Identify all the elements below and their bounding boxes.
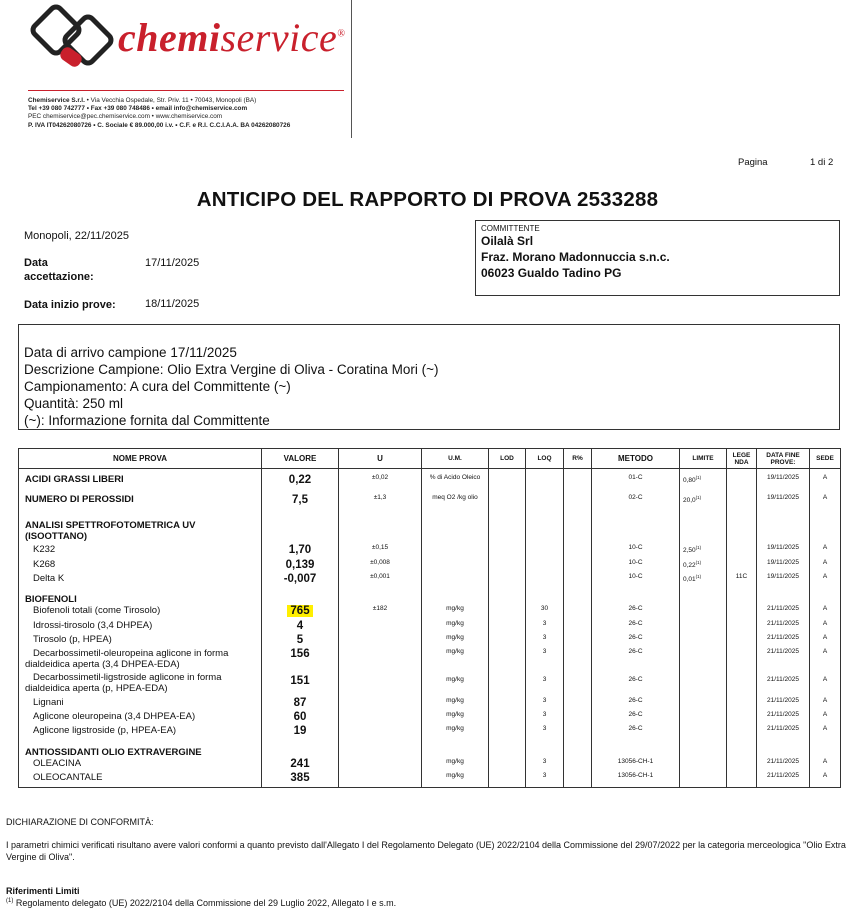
col-rec: R%: [564, 449, 592, 469]
table-row: OLEACINA 241 mg/kg 3 13056-CH-1 21/11/2025 A: [19, 758, 841, 772]
highlighted-value: 765: [287, 605, 312, 617]
table-row: K232 1,70 ±0,15 10-C 2,50$^{(1)}$ 19/11/2025 A: [19, 544, 841, 559]
table-row: Tirosolo (p, HPEA) 5 mg/kg 3 26-C 21/11/2025 A: [19, 634, 841, 648]
sample-sampling: Campionamento: A cura del Committente (~): [24, 379, 291, 394]
page-number: 1 di 2: [810, 157, 834, 168]
table-row: Aglicone oleuropeina (3,4 DHPEA-EA) 60 mg/kg 3 26-C 21/11/2025 A: [19, 711, 841, 725]
acceptance-label: Data accettazione:: [24, 257, 94, 283]
col-um: U.M.: [422, 449, 489, 469]
table-header: [19, 449, 841, 469]
col-date: DATA FINE PROVE:: [757, 449, 810, 469]
col-site: SEDE: [810, 449, 841, 469]
col-method: METODO: [592, 449, 680, 469]
table-section: ANALISI SPETTROFOTOMETRICA UV (ISOOTTANO): [19, 520, 841, 544]
company-details: Chemiservice S.r.l. • Via Vecchia Ospedale, Str. Priv. 11 • 70043, Monopoli (BA) Tel +39 080 742777 • Fax +39 080 748486 • email info@chemiservice.com PEC chemiservice@pec.chemiservice.com • www.chemiservice.com P. IVA IT04262080726 • C. Sociale € 89.000,00 i.v. • C.F. e R.I. C.C.I.A.A. BA 04262080726: [28, 97, 291, 129]
col-lod: LOD: [489, 449, 526, 469]
col-u: U: [339, 449, 422, 469]
table-row: Decarbossimetil-ligstroside aglicone in forma dialdeidica aperta (p, HPEA-EDA) 151 mg/kg 3 26-C 21/11/2025 A: [19, 672, 841, 697]
table-row: Delta K -0,007 ±0,001 10-C 0,01$^{(1)}$ 11C 19/11/2025 A: [19, 573, 841, 594]
client-name: Oilalà Srl: [481, 234, 534, 248]
reference-1: $^{(1)}$ Regolamento delegato (UE) 2022/2104 della Commissione del 29 Luglio 2022, Allegato I e s.m.: [6, 898, 397, 908]
col-limit: LIMITE: [680, 449, 727, 469]
declaration-text: I parametri chimici verificati risultano avere valori conformi a quanto previsto dall'Allegato I del Regolamento Delegato (UE) 2022/2104 della Commissione del 29/07/2022 per la categoria merceologica "Olio Extra Vergine di Oliva".: [6, 840, 846, 862]
place-date: Monopoli, 22/11/2025: [24, 230, 129, 242]
table-section: BIOFENOLI: [19, 594, 841, 605]
results-table: [18, 448, 841, 788]
table-row: Lignani 87 mg/kg 3 26-C 21/11/2025 A: [19, 697, 841, 711]
references-title: Riferimenti Limiti: [6, 886, 80, 896]
header-divider: [351, 0, 352, 138]
page-label: Pagina: [738, 157, 768, 168]
col-value: VALORE: [262, 449, 339, 469]
company-logo-icon: [26, 0, 126, 82]
sample-quantity: Quantità: 250 ml: [24, 396, 124, 411]
acceptance-date: 17/11/2025: [145, 257, 200, 269]
col-name: NOME PROVA: [19, 449, 262, 469]
table-row: NUMERO DI PEROSSIDI 7,5 ±1,3 meq O2 /kg olio 02-C 20,0$^{(1)}$ 19/11/2025 A: [19, 494, 841, 520]
col-loq: LOQ: [526, 449, 564, 469]
table-row: Idrossi-tirosolo (3,4 DHPEA) 4 mg/kg 3 26-C 21/11/2025 A: [19, 620, 841, 634]
logo-divider: [28, 90, 344, 91]
table-row: K268 0,139 ±0,008 10-C 0,22$^{(1)}$ 19/11/2025 A: [19, 559, 841, 573]
table-row: Decarbossimetil-oleuropeina aglicone in forma dialdeidica aperta (3,4 DHPEA-EDA) 156 mg/kg 3 26-C 21/11/2025 A: [19, 648, 841, 672]
table-row: ACIDI GRASSI LIBERI 0,22 ±0,02 % di Acido Oleico 01-C 0,80$^{(1)}$ 19/11/2025 A: [19, 474, 841, 494]
sample-note: (~): Informazione fornita dal Committente: [24, 413, 270, 428]
table-section: ANTIOSSIDANTI OLIO EXTRAVERGINE: [19, 747, 841, 758]
client-label: COMMITTENTE: [481, 224, 540, 233]
client-address: Fraz. Morano Madonnuccia s.n.c.: [481, 250, 670, 264]
table-row: Aglicone ligstroside (p, HPEA-EA) 19 mg/kg 3 26-C 21/11/2025 A: [19, 725, 841, 747]
sample-info: [18, 324, 840, 430]
sample-arrival: Data di arrivo campione 17/11/2025: [24, 345, 237, 360]
report-title: ANTICIPO DEL RAPPORTO DI PROVA 2533288: [196, 188, 659, 211]
sample-description: Descrizione Campione: Olio Extra Vergine di Oliva - Coratina Mori (~): [24, 362, 439, 377]
client-box: [475, 220, 840, 296]
declaration-title: DICHIARAZIONE DI CONFORMITÀ:: [6, 817, 154, 827]
start-date: 18/11/2025: [145, 298, 200, 310]
col-law: LEGE NDA: [727, 449, 757, 469]
client-city: 06023 Gualdo Tadino PG: [481, 266, 622, 280]
company-header: [26, 0, 356, 140]
table-row: OLEOCANTALE 385 mg/kg 3 13056-CH-1 21/11/2025 A: [19, 772, 841, 788]
start-label: Data inizio prove:: [24, 299, 116, 311]
table-row: Biofenoli totali (come Tirosolo) 765 ±182 mg/kg 30 26-C 21/11/2025 A: [19, 605, 841, 620]
company-logo-wordmark: chemiservice®: [118, 15, 346, 60]
